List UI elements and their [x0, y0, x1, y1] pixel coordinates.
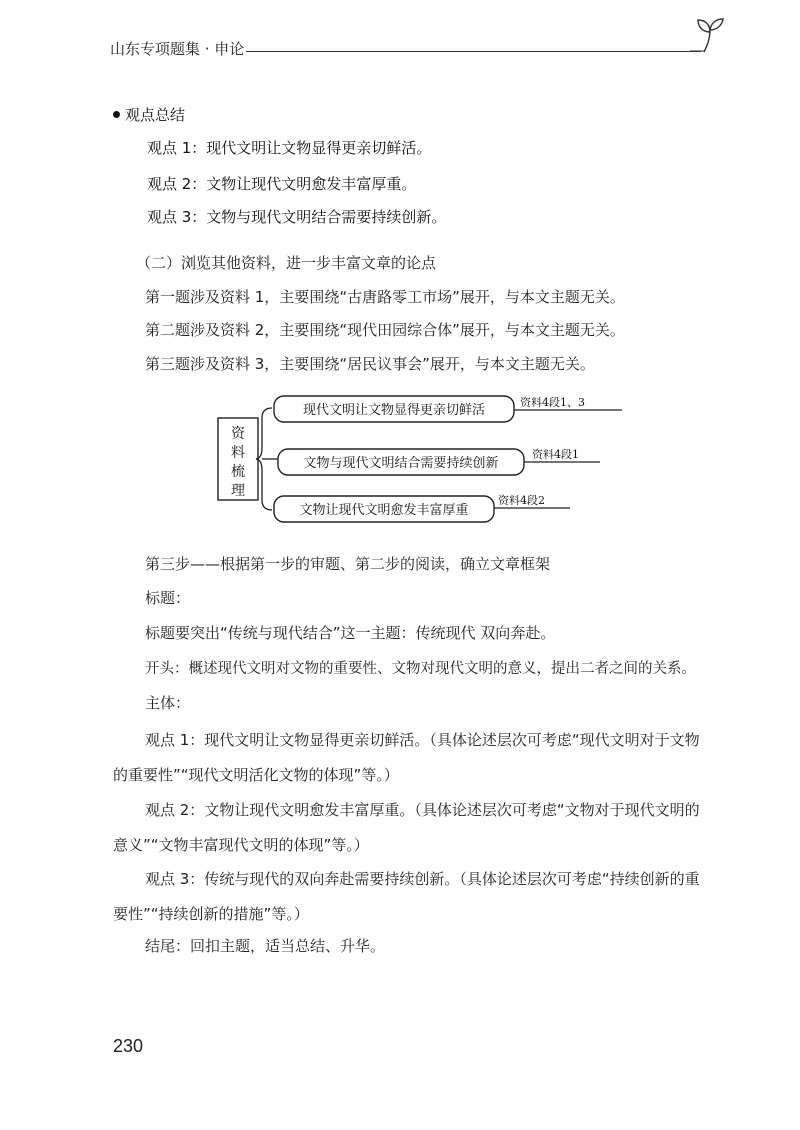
summary-heading [113, 104, 185, 125]
branch-text-3: 文物让现代文明愈发丰富厚重 [299, 503, 469, 518]
running-header-title: 山东专项题集 · 申论 [110, 40, 245, 58]
body-point-2: 观点 2：文物让现代文明愈发丰富厚重。（具体论述层次可考虑“文物对于现代文明的意义”“文物丰富现代文明的体现”等。） [113, 801, 700, 854]
branch-note-1: 资料4段1、3 [520, 396, 585, 409]
branch-note-2: 资料4段1 [532, 448, 579, 461]
browse-line-3: 第三题涉及资料 3，主要围绕“居民议事会”展开，与本文主题无关。 [145, 355, 595, 373]
summary-heading-text: 观点总结 [125, 106, 186, 124]
step3-heading: 第三步——根据第一步的审题、第二步的阅读，确立文章框架 [145, 555, 551, 573]
branch-note-3: 资料4段2 [498, 494, 545, 507]
body-point-3: 观点 3：传统与现代的双向奔赴需要持续创新。（具体论述层次可考虑“持续创新的重要性”“持续创新的措施”等。） [113, 870, 700, 923]
sprout-icon [690, 14, 730, 58]
title-label: 标题： [145, 589, 191, 607]
mind-map-root-char-3: 梳 [231, 464, 245, 480]
opening-text: 开头：概述现代文明对文物的重要性、文物对现代文明的意义，提出二者之间的关系。 [145, 661, 696, 677]
mind-map-root-char-1: 资 [231, 426, 245, 442]
bullet-icon [113, 111, 120, 118]
material-mind-map [210, 388, 630, 528]
body-point-1: 观点 1：现代文明让文物显得更亲切鲜活。（具体论述层次可考虑“现代文明对于文物的重要性”“现代文明活化文物的体现”等。） [113, 731, 700, 784]
mind-map-root-char-2: 料 [231, 445, 245, 461]
summary-point-2: 观点 2：文物让现代文明愈发丰富厚重。 [147, 175, 417, 193]
title-text: 标题要突出“传统与现代结合”这一主题：传统现代 双向奔赴。 [145, 624, 556, 642]
mind-map-root-char-4: 理 [231, 483, 245, 499]
summary-point-1: 观点 1：现代文明让文物显得更亲切鲜活。 [147, 139, 432, 157]
browse-heading: （二）浏览其他资料，进一步丰富文章的论点 [136, 254, 437, 272]
body-label: 主体： [145, 694, 191, 712]
header-rule [246, 51, 701, 52]
branch-text-2: 文物与现代文明结合需要持续创新 [303, 456, 499, 471]
browse-line-1: 第一题涉及资料 1，主要围绕“古唐路零工市场”展开，与本文主题无关。 [145, 288, 625, 306]
browse-line-2: 第二题涉及资料 2，主要围绕“现代田园综合体”展开，与本文主题无关。 [145, 321, 625, 339]
summary-point-3: 观点 3：文物与现代文明结合需要持续创新。 [147, 208, 447, 226]
branch-text-1: 现代文明让文物显得更亲切鲜活 [302, 403, 486, 418]
ending-text: 结尾：回扣主题，适当总结、升华。 [145, 937, 386, 955]
page-number: 230 [113, 1036, 144, 1056]
